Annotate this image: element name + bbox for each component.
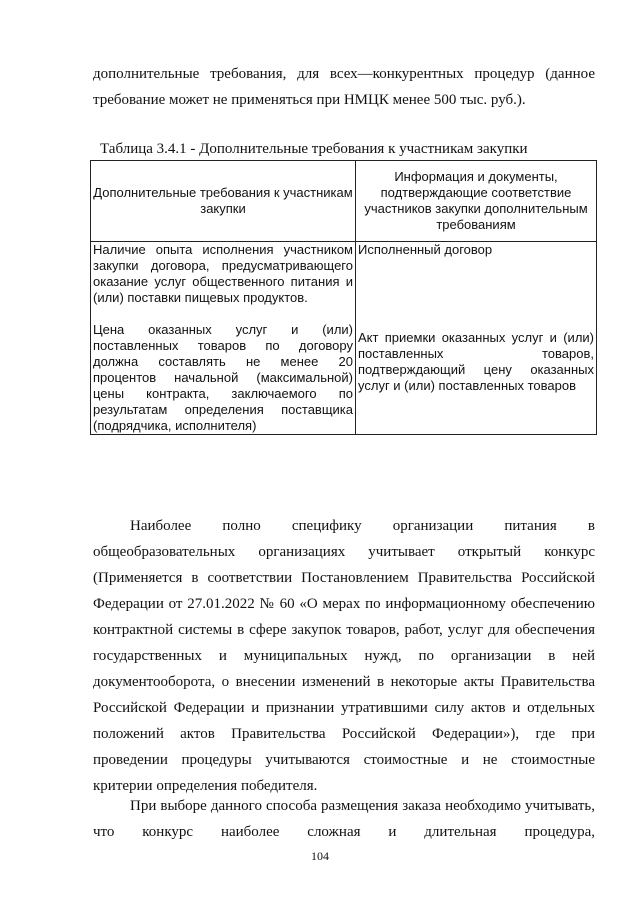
table-header-row xyxy=(91,161,597,242)
requirements-cell xyxy=(91,242,356,435)
table-caption: Таблица 3.4.1 - Дополнительные требования к участникам закупки xyxy=(100,141,528,157)
documents-cell xyxy=(356,242,597,435)
page-number: 104 xyxy=(311,849,329,863)
document-item: Исполненный договор xyxy=(358,242,493,257)
requirement-item: Цена оказанных услуг и (или) поставленных товаров по договору должна составлять не менее 20 процентов начальной (максимальной) цены контракта, заключаемого по результатам определения поставщика (подрядчика, исполнителя) xyxy=(93,322,353,433)
requirements-table xyxy=(90,160,597,435)
document-item: Акт приемки оказанных услуг и (или) поставленных товаров, подтверждающий цену оказанных услуг и (или) поставленных товаров xyxy=(358,330,594,393)
table-row xyxy=(91,242,597,435)
header-requirements: Дополнительные требования к участникам закупки xyxy=(91,161,356,242)
intro-paragraph: дополнительные требования, для всех—конкурентных процедур (данное требование может не применяться при НМЦК менее 500 тыс. руб.). xyxy=(93,66,595,108)
body-paragraph: Наиболее полно специфику организации питания в общеобразовательных организациях учитывает открытый конкурс (Применяется в соответствии Постановлением Правительства Российской Федерации от 27.01.2022 № 60 «О мерах по информационному обеспечению контрактной системы в сфере закупок товаров, работ, услуг для обеспечения государственных и муниципальных нужд, по организации в ней документооборота, о внесении изменений в некоторые акты Правительства Российской Федерации и признании утратившими силу актов и отдельных положений актов Правительства Российской Федерации»), где при проведении процедуры учитываются стоимостные и не стоимостные критерии определения победителя. xyxy=(93,518,595,794)
body-paragraph: При выборе данного способа размещения заказа необходимо учитывать, что конкурс наиболее сложная и длительная процедура, xyxy=(93,798,595,840)
header-documents: Информация и документы, подтверждающие соответствие участников закупки дополнительным требованиям xyxy=(356,161,597,242)
requirement-item: Наличие опыта исполнения участником закупки договора, предусматривающего оказание услуг общественного питания и (или) поставки пищевых продуктов. xyxy=(93,242,353,305)
